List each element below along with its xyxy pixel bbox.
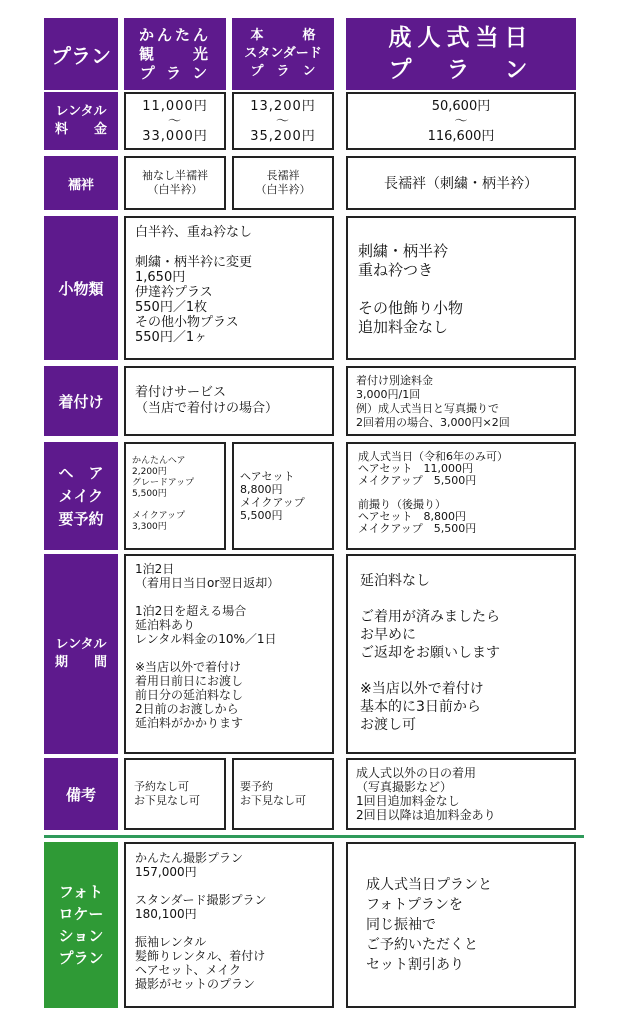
- rental-fee-honkaku: 13,200円 〜 35,200円: [232, 92, 334, 150]
- label-photo-location-plan: フォト ロケー ション プラン: [44, 842, 118, 1008]
- notes-seijinshiki: 成人式以外の日の着用 （写真撮影など） 1回目追加料金なし 2回目以降は追加料金あり: [346, 758, 576, 830]
- label-juban: 襦袢: [44, 156, 118, 210]
- section-divider: [44, 835, 584, 838]
- photo-plan-set-discount: 成人式当日プランと フォトプランを 同じ振袖で ご予約いただくと セット割引あり: [346, 842, 576, 1008]
- header-plan: プラン: [44, 18, 118, 90]
- rental-fee-seijinshiki: 50,600円 〜 116,600円: [346, 92, 576, 150]
- rental-fee-kantan: 11,000円 〜 33,000円: [124, 92, 226, 150]
- kitsuke-seijinshiki: 着付け別途料金 3,000円/1回 例）成人式当日と写真撮りで 2回着用の場合、3,000円×2回: [346, 366, 576, 436]
- label-notes: 備考: [44, 758, 118, 830]
- header-honkaku-plan: 本 格 スタンダード プ ラ ン: [232, 18, 334, 90]
- juban-seijinshiki: 長襦袢（刺繍・柄半衿）: [346, 156, 576, 210]
- hair-honkaku: ヘアセット 8,800円 メイクアップ 5,500円: [232, 442, 334, 550]
- photo-plan-details: かんたん撮影プラン 157,000円 スタンダード撮影プラン 180,100円 振袖レンタル 髪飾りレンタル、着付け ヘアセット、メイク 撮影がセットのプラン: [124, 842, 334, 1008]
- komono-seijinshiki: 刺繍・柄半衿 重ね衿つき その他飾り小物 追加料金なし: [346, 216, 576, 360]
- label-hair-makeup: ヘ ア メイク 要予約: [44, 442, 118, 550]
- notes-kantan: 予約なし可 お下見なし可: [124, 758, 226, 830]
- header-seijinshiki-plan: 成人式当日 プ ラ ン: [346, 18, 576, 90]
- label-rental-fee: レンタル 料 金: [44, 92, 118, 150]
- notes-honkaku: 要予約 お下見なし可: [232, 758, 334, 830]
- period-kantan-honkaku: 1泊2日 （着用日当日or翌日返却） 1泊2日を超える場合 延泊料あり レンタル料金の10%／1日 ※当店以外で着付け 着用日前日にお渡し 前日分の延泊料なし 2日前のお渡しから 延泊料がかかります: [124, 554, 334, 754]
- label-komono: 小物類: [44, 216, 118, 360]
- juban-kantan: 袖なし半襦袢 （白半衿）: [124, 156, 226, 210]
- header-kantan-plan: かんたん 観 光 プ ラ ン: [124, 18, 226, 90]
- kitsuke-kantan-honkaku: 着付けサービス （当店で着付けの場合）: [124, 366, 334, 436]
- komono-kantan-honkaku: 白半衿、重ね衿なし 刺繍・柄半衿に変更 1,650円 伊達衿プラス 550円／1枚 その他小物プラス 550円／1ヶ: [124, 216, 334, 360]
- hair-kantan: かんたんヘア 2,200円 グレードアップ 5,500円 メイクアップ 3,300円: [124, 442, 226, 550]
- label-kitsuke: 着付け: [44, 366, 118, 436]
- hair-seijinshiki: 成人式当日（令和6年のみ可） ヘアセット 11,000円 メイクアップ 5,500円 前撮り（後撮り） ヘアセット 8,800円 メイクアップ 5,500円: [346, 442, 576, 550]
- period-seijinshiki: 延泊料なし ご着用が済みましたら お早めに ご返却をお願いします ※当店以外で着付け 基本的に3日前から お渡し可: [346, 554, 576, 754]
- label-rental-period: レンタル 期 間: [44, 554, 118, 754]
- juban-honkaku: 長襦袢 （白半衿）: [232, 156, 334, 210]
